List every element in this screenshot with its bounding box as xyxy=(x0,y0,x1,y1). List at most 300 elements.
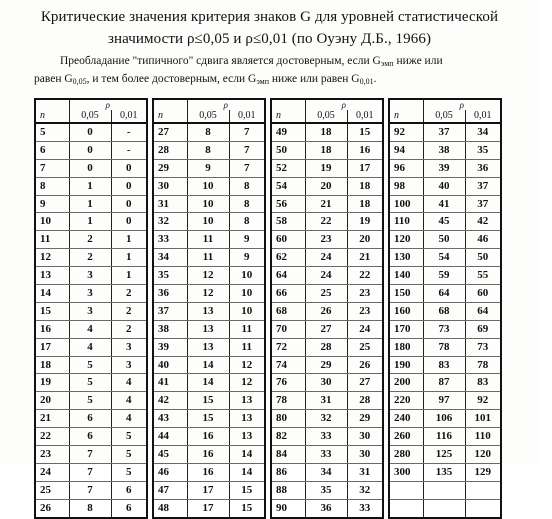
cell-g001: 11 xyxy=(229,338,265,356)
cell-n: 42 xyxy=(153,392,187,410)
cell-n: 25 xyxy=(35,481,69,499)
cell-n: 38 xyxy=(153,320,187,338)
header-blank-cell xyxy=(271,99,305,110)
table-row xyxy=(389,392,501,410)
cell-n: 47 xyxy=(153,481,187,499)
critical-values-table xyxy=(34,98,148,519)
subscript-001: 0,01 xyxy=(359,77,374,86)
table-row xyxy=(271,302,383,320)
cell-n: 39 xyxy=(153,338,187,356)
note-line-2 xyxy=(34,73,526,88)
cell-g005: 26 xyxy=(305,302,347,320)
header-n: n xyxy=(35,110,69,123)
table-row xyxy=(35,213,147,231)
header-blank-cell xyxy=(35,99,69,110)
table-row xyxy=(35,463,147,481)
table-row xyxy=(35,338,147,356)
cell-g005: 16 xyxy=(187,428,229,446)
cell-g001: 0 xyxy=(111,195,147,213)
cell-g001: 2 xyxy=(111,285,147,303)
cell-n: 180 xyxy=(389,338,423,356)
table-title-line-2: значимости ρ≤0,05 и ρ≤0,01 (по Оуэну Д.Б., 1966) xyxy=(107,31,432,47)
table-row xyxy=(35,231,147,249)
table-row xyxy=(35,267,147,285)
table-row xyxy=(35,285,147,303)
table-row xyxy=(389,428,501,446)
cell-n: 27 xyxy=(153,123,187,141)
table-row xyxy=(35,481,147,499)
cell-g005: 22 xyxy=(305,213,347,231)
cell-g005: 135 xyxy=(423,463,465,481)
cell-g001: 13 xyxy=(229,428,265,446)
table-row xyxy=(153,463,265,481)
cell-n: 46 xyxy=(153,463,187,481)
cell-g005: 33 xyxy=(305,446,347,464)
cell-n: 35 xyxy=(153,267,187,285)
critical-values-table xyxy=(270,98,384,519)
table-row xyxy=(153,159,265,177)
cell-g005: 9 xyxy=(187,159,229,177)
cell-g005: 10 xyxy=(187,195,229,213)
cell-g005: 11 xyxy=(187,249,229,267)
cell-n: 15 xyxy=(35,302,69,320)
cell-g001: 50 xyxy=(465,249,501,267)
table-row xyxy=(153,195,265,213)
cell-g005: 13 xyxy=(187,302,229,320)
cell-g001: 0 xyxy=(111,213,147,231)
cell-g005: 32 xyxy=(305,410,347,428)
cell-g005: 41 xyxy=(423,195,465,213)
cell-n: 74 xyxy=(271,356,305,374)
cell-n: 31 xyxy=(153,195,187,213)
cell-g001: 4 xyxy=(111,374,147,392)
table-block-2 xyxy=(152,98,266,519)
cell-g001: 4 xyxy=(111,392,147,410)
cell-g005: 10 xyxy=(187,177,229,195)
cell-g005: 5 xyxy=(69,374,111,392)
cell-n: 32 xyxy=(153,213,187,231)
cell-n: 54 xyxy=(271,177,305,195)
cell-n: 280 xyxy=(389,446,423,464)
cell-g001: 78 xyxy=(465,356,501,374)
cell-g005: 30 xyxy=(305,374,347,392)
table-row xyxy=(35,428,147,446)
header-005: 0,05 xyxy=(305,110,347,123)
cell-g005: 1 xyxy=(69,195,111,213)
cell-g001: 8 xyxy=(229,213,265,231)
cell-g005: 14 xyxy=(187,374,229,392)
cell-n xyxy=(389,481,423,499)
table-row xyxy=(271,159,383,177)
cell-n: 43 xyxy=(153,410,187,428)
cell-g001: 5 xyxy=(111,463,147,481)
cell-g005: 68 xyxy=(423,302,465,320)
table-row xyxy=(389,285,501,303)
cell-g005: 8 xyxy=(187,123,229,141)
cell-n: 12 xyxy=(35,249,69,267)
cell-n: 84 xyxy=(271,446,305,464)
cell-n: 44 xyxy=(153,428,187,446)
cell-n: 50 xyxy=(271,141,305,159)
cell-g001 xyxy=(465,481,501,499)
cell-g001: 5 xyxy=(111,428,147,446)
cell-n: 110 xyxy=(389,213,423,231)
cell-g001: 10 xyxy=(229,302,265,320)
table-row xyxy=(271,428,383,446)
cell-g005: 16 xyxy=(187,463,229,481)
cell-g005: 125 xyxy=(423,446,465,464)
cell-g001: 1 xyxy=(111,231,147,249)
cell-g001: 36 xyxy=(465,159,501,177)
cell-g001: 8 xyxy=(229,195,265,213)
table-row xyxy=(153,302,265,320)
cell-n: 240 xyxy=(389,410,423,428)
cell-n: 11 xyxy=(35,231,69,249)
table-row xyxy=(389,249,501,267)
table-row xyxy=(389,410,501,428)
header-row-columns xyxy=(389,110,501,123)
cell-g001: 26 xyxy=(347,356,383,374)
table-row xyxy=(35,249,147,267)
cell-g001: 22 xyxy=(347,267,383,285)
cell-n: 190 xyxy=(389,356,423,374)
table-row xyxy=(35,410,147,428)
cell-g005: 17 xyxy=(187,499,229,517)
cell-g001: 6 xyxy=(111,499,147,517)
cell-g005: 40 xyxy=(423,177,465,195)
cell-g005 xyxy=(423,481,465,499)
cell-n: 6 xyxy=(35,141,69,159)
cell-n: 96 xyxy=(389,159,423,177)
cell-g001: 33 xyxy=(347,499,383,517)
table-row xyxy=(35,123,147,141)
header-p: ρ xyxy=(187,99,265,110)
cell-g001: 32 xyxy=(347,481,383,499)
table-row xyxy=(389,213,501,231)
cell-g005: 13 xyxy=(187,320,229,338)
cell-g005: 29 xyxy=(305,356,347,374)
cell-n: 37 xyxy=(153,302,187,320)
cell-n: 13 xyxy=(35,267,69,285)
cell-g001: 37 xyxy=(465,195,501,213)
table-row xyxy=(271,195,383,213)
cell-g005: 3 xyxy=(69,267,111,285)
cell-g005: 4 xyxy=(69,338,111,356)
cell-n: 9 xyxy=(35,195,69,213)
cell-g005: 10 xyxy=(187,213,229,231)
cell-n: 58 xyxy=(271,213,305,231)
table-row xyxy=(389,338,501,356)
table-row xyxy=(389,123,501,141)
cell-n: 160 xyxy=(389,302,423,320)
cell-g005: 106 xyxy=(423,410,465,428)
cell-g005: 19 xyxy=(305,159,347,177)
cell-g005: 0 xyxy=(69,141,111,159)
table-row xyxy=(153,499,265,517)
cell-g001: 27 xyxy=(347,374,383,392)
cell-g005 xyxy=(423,499,465,517)
header-n: n xyxy=(271,110,305,123)
header-005: 0,05 xyxy=(423,110,465,123)
table-row xyxy=(153,356,265,374)
cell-g001: 15 xyxy=(229,499,265,517)
table-row xyxy=(389,463,501,481)
table-row xyxy=(389,141,501,159)
cell-g001: 14 xyxy=(229,446,265,464)
table-row xyxy=(153,374,265,392)
cell-g001: 28 xyxy=(347,392,383,410)
table-row xyxy=(35,320,147,338)
cell-n xyxy=(389,499,423,517)
cell-g005: 14 xyxy=(187,356,229,374)
cell-n: 48 xyxy=(153,499,187,517)
cell-n: 16 xyxy=(35,320,69,338)
cell-n: 60 xyxy=(271,231,305,249)
cell-g001: 110 xyxy=(465,428,501,446)
cell-g001: 23 xyxy=(347,285,383,303)
header-005: 0,05 xyxy=(187,110,229,123)
table-row xyxy=(35,392,147,410)
cell-n: 260 xyxy=(389,428,423,446)
cell-g001: 18 xyxy=(347,195,383,213)
cell-g005: 2 xyxy=(69,249,111,267)
table-row xyxy=(389,499,501,517)
table-row xyxy=(35,446,147,464)
table-row xyxy=(389,481,501,499)
table-row xyxy=(271,123,383,141)
cell-g001: 129 xyxy=(465,463,501,481)
table-row xyxy=(389,320,501,338)
cell-g005: 15 xyxy=(187,410,229,428)
cell-n: 70 xyxy=(271,320,305,338)
cell-g001: 4 xyxy=(111,410,147,428)
table-row xyxy=(389,356,501,374)
table-row xyxy=(271,446,383,464)
cell-g001: 25 xyxy=(347,338,383,356)
note-text: ниже или xyxy=(393,55,443,67)
cell-g005: 5 xyxy=(69,356,111,374)
cell-g005: 1 xyxy=(69,213,111,231)
header-001: 0,01 xyxy=(347,110,383,123)
cell-g001: 5 xyxy=(111,446,147,464)
table-row xyxy=(153,123,265,141)
cell-g005: 3 xyxy=(69,302,111,320)
cell-n: 90 xyxy=(271,499,305,517)
table-row xyxy=(153,249,265,267)
table-row xyxy=(389,374,501,392)
note-text: , и тем более достоверным, если G xyxy=(86,73,257,85)
header-row-p xyxy=(389,99,501,110)
table-row xyxy=(153,410,265,428)
cell-n: 100 xyxy=(389,195,423,213)
table-row xyxy=(271,141,383,159)
cell-g001: 1 xyxy=(111,249,147,267)
cell-g005: 97 xyxy=(423,392,465,410)
table-row xyxy=(153,267,265,285)
cell-n: 40 xyxy=(153,356,187,374)
cell-n: 5 xyxy=(35,123,69,141)
table-row xyxy=(153,320,265,338)
table-row xyxy=(153,338,265,356)
cell-n: 80 xyxy=(271,410,305,428)
cell-g005: 5 xyxy=(69,392,111,410)
cell-g001: 11 xyxy=(229,320,265,338)
table-row xyxy=(153,177,265,195)
cell-g001: 9 xyxy=(229,249,265,267)
note-line-1 xyxy=(60,55,552,70)
cell-g001: 10 xyxy=(229,285,265,303)
cell-n: 17 xyxy=(35,338,69,356)
cell-g005: 31 xyxy=(305,392,347,410)
cell-n: 64 xyxy=(271,267,305,285)
cell-g001: 13 xyxy=(229,410,265,428)
cell-g005: 87 xyxy=(423,374,465,392)
table-row xyxy=(271,338,383,356)
cell-n: 300 xyxy=(389,463,423,481)
cell-g005: 37 xyxy=(423,123,465,141)
cell-g001: 92 xyxy=(465,392,501,410)
header-row-columns xyxy=(271,110,383,123)
table-row xyxy=(271,499,383,517)
cell-g005: 33 xyxy=(305,428,347,446)
cell-n: 94 xyxy=(389,141,423,159)
cell-g001: 23 xyxy=(347,302,383,320)
table-row xyxy=(153,141,265,159)
cell-g001: 2 xyxy=(111,320,147,338)
cell-g001: 31 xyxy=(347,463,383,481)
cell-g005: 50 xyxy=(423,231,465,249)
cell-g001: 1 xyxy=(111,267,147,285)
cell-g001: 15 xyxy=(229,481,265,499)
cell-g005: 8 xyxy=(69,499,111,517)
table-row xyxy=(153,428,265,446)
table-row xyxy=(389,195,501,213)
cell-n: 21 xyxy=(35,410,69,428)
cell-g005: 83 xyxy=(423,356,465,374)
note-text: . xyxy=(373,73,377,85)
cell-n: 62 xyxy=(271,249,305,267)
cell-g005: 3 xyxy=(69,285,111,303)
cell-g001: 69 xyxy=(465,320,501,338)
table-row xyxy=(35,499,147,517)
critical-values-table xyxy=(388,98,502,519)
cell-g005: 25 xyxy=(305,285,347,303)
cell-g001: 15 xyxy=(347,123,383,141)
cell-n: 26 xyxy=(35,499,69,517)
note-text: равен G xyxy=(34,73,73,85)
table-row xyxy=(271,177,383,195)
cell-g001: 30 xyxy=(347,446,383,464)
table-row xyxy=(271,356,383,374)
cell-g005: 6 xyxy=(69,410,111,428)
cell-n: 30 xyxy=(153,177,187,195)
cell-g001: 19 xyxy=(347,213,383,231)
cell-g001: 3 xyxy=(111,356,147,374)
table-row xyxy=(271,410,383,428)
cell-n: 45 xyxy=(153,446,187,464)
cell-n: 170 xyxy=(389,320,423,338)
table-row xyxy=(271,374,383,392)
table-row xyxy=(271,231,383,249)
table-row xyxy=(35,159,147,177)
cell-n: 14 xyxy=(35,285,69,303)
note-text: Преобладание "типичного" сдвига является достоверным, если G xyxy=(60,55,381,67)
cell-g001: 8 xyxy=(229,177,265,195)
cell-g001: 29 xyxy=(347,410,383,428)
header-row-p xyxy=(35,99,147,110)
cell-g005: 18 xyxy=(305,123,347,141)
cell-g005: 59 xyxy=(423,267,465,285)
cell-g001: 55 xyxy=(465,267,501,285)
cell-g005: 4 xyxy=(69,320,111,338)
table-row xyxy=(271,320,383,338)
cell-n: 23 xyxy=(35,446,69,464)
cell-g005: 2 xyxy=(69,231,111,249)
subscript-005: 0,05 xyxy=(72,77,87,86)
cell-g001: 10 xyxy=(229,267,265,285)
cell-g001: - xyxy=(111,141,147,159)
table-row xyxy=(35,302,147,320)
cell-g005: 116 xyxy=(423,428,465,446)
cell-g001: 34 xyxy=(465,123,501,141)
table-row xyxy=(271,213,383,231)
table-row xyxy=(35,177,147,195)
cell-n: 82 xyxy=(271,428,305,446)
cell-g005: 78 xyxy=(423,338,465,356)
header-blank-cell xyxy=(153,99,187,110)
header-p: ρ xyxy=(305,99,383,110)
cell-g001: 64 xyxy=(465,302,501,320)
subscript-emp: эмп xyxy=(380,59,394,68)
cell-n: 49 xyxy=(271,123,305,141)
header-p: ρ xyxy=(423,99,501,110)
table-row xyxy=(35,374,147,392)
cell-n: 19 xyxy=(35,374,69,392)
cell-g005: 0 xyxy=(69,159,111,177)
cell-g001: 37 xyxy=(465,177,501,195)
cell-n: 7 xyxy=(35,159,69,177)
cell-g001: 2 xyxy=(111,302,147,320)
table-block-3 xyxy=(270,98,384,519)
cell-g001: 16 xyxy=(347,141,383,159)
subscript-emp: эмп xyxy=(256,77,270,86)
cell-n: 29 xyxy=(153,159,187,177)
cell-g005: 64 xyxy=(423,285,465,303)
cell-n: 41 xyxy=(153,374,187,392)
cell-n: 76 xyxy=(271,374,305,392)
cell-g005: 6 xyxy=(69,428,111,446)
cell-g001: 18 xyxy=(347,177,383,195)
table-row xyxy=(153,392,265,410)
table-row xyxy=(271,285,383,303)
cell-g001: 0 xyxy=(111,159,147,177)
table-row xyxy=(271,249,383,267)
cell-n: 56 xyxy=(271,195,305,213)
cell-g001: 13 xyxy=(229,392,265,410)
cell-g005: 7 xyxy=(69,446,111,464)
cell-n: 34 xyxy=(153,249,187,267)
cell-g005: 7 xyxy=(69,481,111,499)
cell-g001: 30 xyxy=(347,428,383,446)
cell-g005: 1 xyxy=(69,177,111,195)
cell-g005: 28 xyxy=(305,338,347,356)
cell-g001: 83 xyxy=(465,374,501,392)
header-n: n xyxy=(153,110,187,123)
cell-g005: 8 xyxy=(187,141,229,159)
cell-g005: 24 xyxy=(305,267,347,285)
cell-g005: 15 xyxy=(187,392,229,410)
table-row xyxy=(35,356,147,374)
